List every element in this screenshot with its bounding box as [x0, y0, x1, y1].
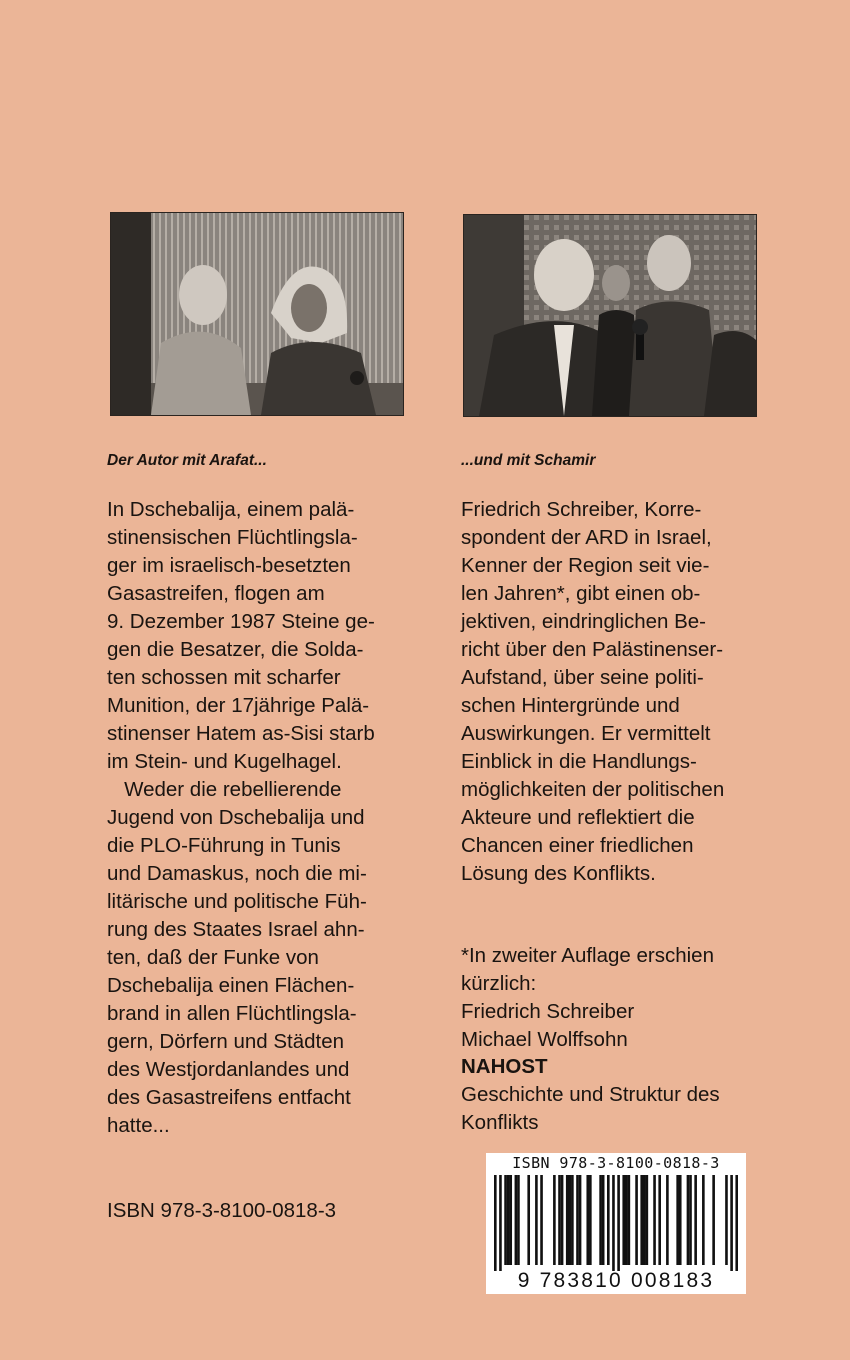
barcode-bar — [515, 1175, 518, 1265]
footnote-author: Friedrich Schreiber — [461, 1000, 635, 1023]
barcode-bar — [643, 1175, 646, 1265]
barcode-bar — [730, 1175, 733, 1271]
barcode-bar — [566, 1175, 569, 1265]
barcode-bar — [735, 1175, 738, 1271]
left-line: hatte... — [107, 1114, 170, 1137]
barcode-bar — [666, 1175, 669, 1265]
barcode-bar — [527, 1175, 530, 1265]
barcode-bar — [509, 1175, 512, 1265]
right-line: Akteure und reflektiert die — [461, 806, 695, 829]
barcode-bar — [517, 1175, 520, 1265]
left-line: stinensischen Flüchtlingsla- — [107, 526, 358, 549]
left-line: Weder die rebellierende — [107, 778, 342, 801]
right-line: schen Hintergründe und — [461, 694, 680, 717]
barcode-bar — [640, 1175, 643, 1265]
photo-schamir-image — [464, 215, 756, 416]
barcode-bar — [628, 1175, 631, 1265]
right-line: spondent der ARD in Israel, — [461, 526, 712, 549]
barcode-bar — [617, 1175, 620, 1271]
barcode-bar — [540, 1175, 543, 1265]
barcode-bars — [494, 1175, 738, 1271]
right-line: jektiven, eindringlichen Be- — [461, 610, 706, 633]
left-line: gen die Besatzer, die Solda- — [107, 638, 364, 661]
barcode-bar — [687, 1175, 690, 1265]
left-line: des Westjordanlandes und — [107, 1058, 350, 1081]
left-line: brand in allen Flüchtlingsla- — [107, 1002, 357, 1025]
barcode-bar — [679, 1175, 682, 1265]
right-line: Aufstand, über seine politi- — [461, 666, 704, 689]
barcode-bar — [635, 1175, 638, 1265]
barcode-bar — [694, 1175, 697, 1265]
barcode-bar — [607, 1175, 610, 1265]
barcode-bar — [725, 1175, 728, 1265]
barcode-bar — [586, 1175, 589, 1265]
left-line: stinenser Hatem as-Sisi starb — [107, 722, 375, 745]
barcode-bar — [553, 1175, 556, 1265]
barcode-bar — [571, 1175, 574, 1265]
right-line: möglichkeiten der politischen — [461, 778, 725, 801]
barcode-bar — [558, 1175, 561, 1265]
barcode-bar — [689, 1175, 692, 1265]
footnote-book-subtitle: Konflikts — [461, 1111, 539, 1134]
barcode-bar — [494, 1175, 497, 1271]
footnote-line: *In zweiter Auflage erschien — [461, 944, 714, 967]
barcode-bar — [576, 1175, 579, 1265]
photo-author-with-arafat — [110, 212, 404, 416]
barcode-bar — [622, 1175, 625, 1265]
barcode-bar — [653, 1175, 656, 1265]
footnote-author: Michael Wolffsohn — [461, 1028, 628, 1051]
footnote-book-subtitle: Geschichte und Struktur des — [461, 1083, 720, 1106]
barcode-bar — [612, 1175, 615, 1271]
left-line: des Gasastreifens entfacht — [107, 1086, 351, 1109]
left-line: Gasastreifen, flogen am — [107, 582, 325, 605]
right-line: Kenner der Region seit vie- — [461, 554, 710, 577]
left-line: rung des Staates Israel ahn- — [107, 918, 365, 941]
barcode-digits: 9 783810 008183 — [517, 1269, 715, 1292]
barcode-bar — [535, 1175, 538, 1265]
left-line: litärische und politische Füh- — [107, 890, 367, 913]
barcode-bar — [712, 1175, 715, 1265]
isbn-number: ISBN 978-3-8100-0818-3 — [107, 1199, 337, 1222]
left-line: 9. Dezember 1987 Steine ge- — [107, 610, 375, 633]
barcode-bar — [676, 1175, 679, 1265]
barcode-bar — [579, 1175, 582, 1265]
left-line: gern, Dörfern und Städten — [107, 1030, 345, 1053]
footnote-book-title: NAHOST — [461, 1055, 548, 1078]
left-line: Munition, der 17jährige Palä- — [107, 694, 370, 717]
barcode — [486, 1153, 746, 1294]
barcode-bar — [702, 1175, 705, 1265]
left-line: Dschebalija einen Flächen- — [107, 974, 355, 997]
caption-schamir: ...und mit Schamir — [461, 452, 596, 469]
footnote-line: kürzlich: — [461, 972, 537, 995]
left-line: ten, daß der Funke von — [107, 946, 319, 969]
left-line: die PLO-Führung in Tunis — [107, 834, 341, 857]
right-line: Auswirkungen. Er vermittelt — [461, 722, 711, 745]
barcode-bar — [561, 1175, 564, 1265]
right-line: Friedrich Schreiber, Korre- — [461, 498, 702, 521]
left-line: ten schossen mit scharfer — [107, 666, 341, 689]
left-line: In Dschebalija, einem palä- — [107, 498, 355, 521]
left-line: Jugend von Dschebalija und — [107, 806, 365, 829]
barcode-bar — [589, 1175, 592, 1265]
barcode-bar — [658, 1175, 661, 1265]
photo-author-with-schamir — [463, 214, 757, 417]
barcode-bar — [599, 1175, 602, 1265]
right-line: Lösung des Konflikts. — [461, 862, 656, 885]
barcode-bar — [602, 1175, 605, 1265]
right-line: len Jahren*, gibt einen ob- — [461, 582, 701, 605]
barcode-isbn-label: ISBN 978-3-8100-0818-3 — [512, 1154, 720, 1172]
right-line: Einblick in die Handlungs- — [461, 750, 697, 773]
right-line: Chancen einer friedlichen — [461, 834, 694, 857]
barcode-bar — [507, 1175, 510, 1265]
barcode-bar — [625, 1175, 628, 1265]
left-line: ger im israelisch-besetzten — [107, 554, 351, 577]
left-line: im Stein- und Kugelhagel. — [107, 750, 342, 773]
barcode-bar — [568, 1175, 571, 1265]
barcode-bar — [646, 1175, 649, 1265]
left-line: und Damaskus, noch die mi- — [107, 862, 367, 885]
right-line: richt über den Palästinenser- — [461, 638, 724, 661]
caption-arafat: Der Autor mit Arafat... — [107, 452, 267, 469]
barcode-bar — [504, 1175, 507, 1265]
photo-arafat-image — [111, 213, 403, 415]
barcode-bar — [499, 1175, 502, 1271]
